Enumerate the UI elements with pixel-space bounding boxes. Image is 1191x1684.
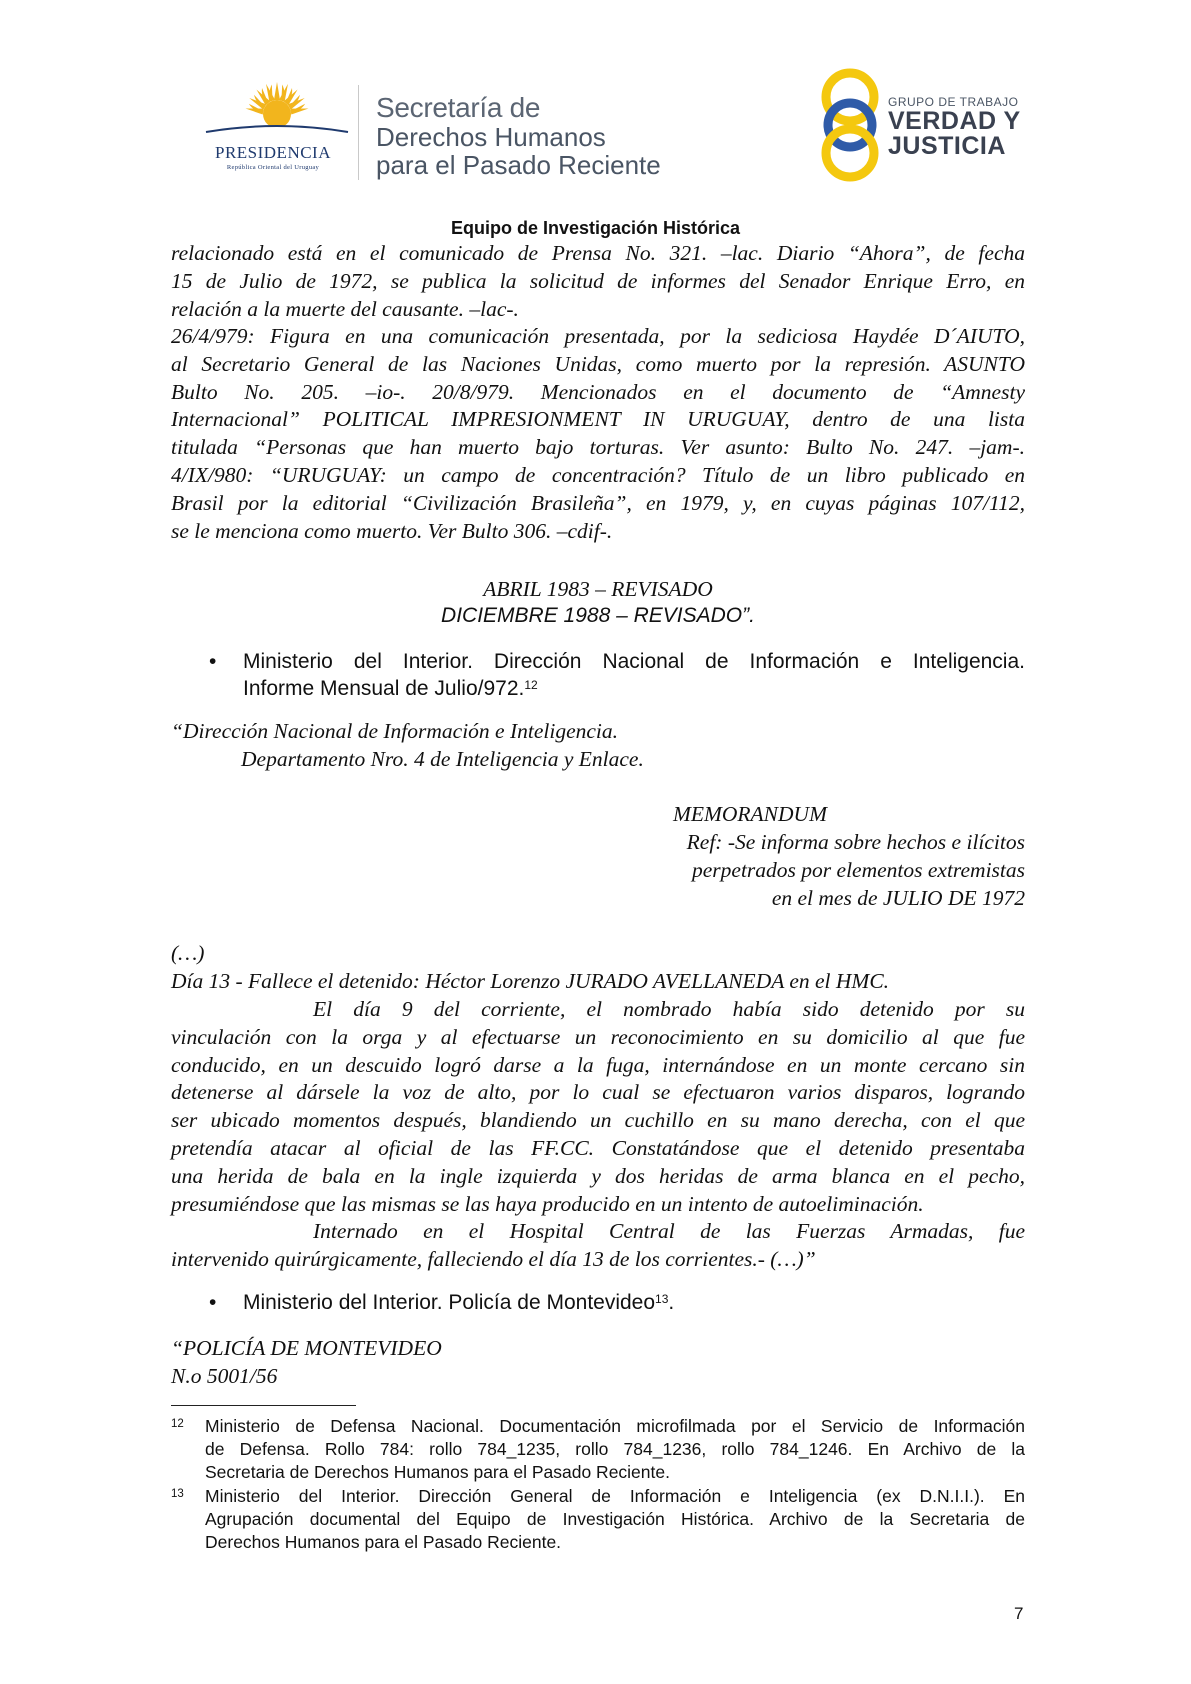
footnote-number: 12 — [171, 1418, 184, 1430]
paragraph-1 — [171, 240, 1025, 323]
text-line-content: El día 9 del corriente, el nombrado había sido detenido por su — [313, 997, 1025, 1021]
ref-line3: en el mes de JULIO DE 1972 — [771, 885, 1025, 910]
text-line: titulada “Personas que han muerto bajo torturas. Ver asunto: Bulto No. 247. –jam-. — [171, 435, 1025, 460]
text-line: conducido, en un descuido logró darse a la fuga, internándose en un monte cercano sin — [171, 1052, 1025, 1077]
secretaria-line3: para el Pasado Reciente — [376, 150, 661, 180]
footnote-text — [205, 1415, 1025, 1484]
presidencia-label: PRESIDENCIA — [214, 143, 331, 162]
presidencia-subtitle: República Oriental del Uruguay — [226, 164, 320, 171]
text-line: 4/IX/980: “URUGUAY: un campo de concentración? Título de un libro publicado en — [171, 462, 1025, 487]
footnote-text — [205, 1485, 1025, 1554]
page-number: 7 — [1014, 1604, 1024, 1623]
bullet-item-1 — [171, 648, 1025, 704]
footnote-line: Agrupación documental del Equipo de Investigación Histórica. Archivo de la Secretaria de — [205, 1509, 1025, 1529]
revisado-2: DICIEMBRE 1988 – REVISADO”. — [441, 604, 755, 627]
header-divider — [358, 85, 359, 180]
bullet-text — [243, 1289, 1025, 1316]
text-line: relacionado está en el comunicado de Prensa No. 321. –lac. Diario “Ahora”, de fecha — [171, 241, 1025, 265]
footnote-line: Ministerio de Defensa Nacional. Documentación microfilmada por el Servicio de Información — [205, 1416, 1025, 1436]
verdad-justicia-wordmark — [888, 95, 1021, 159]
text-line: 15 de Julio de 1972, se publica la solicitud de informes del Senador Enrique Erro, en — [171, 268, 1025, 293]
footnote-ref[interactable]: 12 — [524, 678, 538, 692]
memo-reference — [171, 829, 1025, 912]
text-line: Brasil por la editorial “Civilización Brasileña”, en 1979, y, en cuyas páginas 107/112, — [171, 490, 1025, 515]
gtvj-line2: VERDAD Y — [888, 107, 1021, 135]
text-line: pretendía atacar al oficial de las FF.CC. Constatándose que el detenido presentaba — [171, 1135, 1025, 1160]
memo-line1: “Dirección Nacional de Información e Inteligencia. — [171, 719, 619, 743]
text-line-content: Internado en el Hospital Central de las Fuerzas Armadas, fue — [313, 1219, 1025, 1243]
memorandum-title: MEMORANDUM — [672, 802, 827, 826]
secretaria-line2: Derechos Humanos — [376, 122, 606, 152]
text-line — [171, 996, 1025, 1024]
bullet-text — [243, 648, 1025, 702]
text-line: vinculación con la orga y al efectuarse un reconocimiento en su domicilio al que fue — [171, 1024, 1025, 1049]
footnote-separator — [171, 1405, 356, 1406]
gtvj-line1: GRUPO DE TRABAJO — [888, 95, 1019, 109]
policia-header — [171, 1335, 1025, 1391]
text-line: Bulto No. 205. –io-. 20/8/979. Mencionados en el documento de “Amnesty — [171, 379, 1025, 404]
memo-header — [171, 718, 1025, 774]
footnote-13 — [171, 1485, 1025, 1555]
gtvj-line3: JUSTICIA — [888, 132, 1006, 160]
ref-line1: Ref: -Se informa sobre hechos e ilícitos — [686, 830, 1025, 854]
ellipsis: (…) — [171, 941, 205, 965]
text-line: ser ubicado momentos después, blandiendo un cuchillo en su mano derecha, con el que — [171, 1108, 1025, 1133]
paragraph-2 — [171, 323, 1025, 545]
paragraph-3 — [171, 996, 1025, 1218]
text-line: se le menciona como muerto. Ver Bulto 306. –cdif-. — [171, 518, 613, 543]
text-line: Internacional” POLITICAL IMPRESIONMENT IN URUGUAY, dentro de una lista — [171, 407, 1025, 432]
footnote-line: Secretaria de Derechos Humanos para el Pasado Reciente. — [205, 1462, 670, 1482]
bullet-line: Ministerio del Interior. Dirección Nacional de Información e Inteligencia. — [243, 650, 1025, 673]
footnote-line: de Defensa. Rollo 784: rollo 784_1235, rollo 784_1236, rollo 784_1246. En Archivo de la — [205, 1439, 1025, 1459]
bullet-item-2 — [171, 1289, 1025, 1319]
bullet-line-end: . — [668, 1291, 675, 1314]
ref-line2: perpetrados por elementos extremistas — [692, 857, 1025, 882]
footnote-ref[interactable]: 13 — [655, 1292, 669, 1306]
text-line: presumiéndose que las mismas se las haya producido en un intento de autoeliminación. — [171, 1191, 924, 1216]
footnote-line: Ministerio del Interior. Dirección General de Información e Inteligencia (ex D.N.I.I.). En — [205, 1486, 1025, 1506]
text-line: al Secretario General de las Naciones Unidas, como muerto por la represión. ASUNTO — [171, 351, 1025, 376]
revisado-1: ABRIL 1983 – REVISADO — [483, 577, 713, 601]
verdad-justicia-rings-logo — [810, 65, 890, 185]
text-line — [171, 1218, 1025, 1246]
text-line: detenerse al dársele la voz de alto, por lo cual se efectuaron varios disparos, logrando — [171, 1080, 1025, 1105]
paragraph-4 — [171, 1218, 1025, 1274]
text-line: intervenido quirúrgicamente, falleciendo el día 13 de los corrientes.- (…)” — [171, 1246, 816, 1271]
bullet-line-text: Ministerio del Interior. Policía de Montevideo — [243, 1291, 656, 1314]
footnote-number: 13 — [171, 1488, 184, 1500]
text-line: relación a la muerte del causante. –lac-. — [171, 296, 519, 321]
secretaria-line1: Secretaría de — [376, 92, 541, 123]
footnote-12 — [171, 1415, 1025, 1485]
dia-13-line: Día 13 - Fallece el detenido: Héctor Lorenzo JURADO AVELLANEDA en el HMC. — [171, 969, 890, 993]
footnote-line: Derechos Humanos para el Pasado Reciente. — [205, 1532, 562, 1552]
policia-number: N.o 5001/56 — [171, 1363, 278, 1388]
bullet-line — [243, 675, 1025, 702]
text-line: una herida de bala en la ingle izquierda y dos heridas de arma blanca en el pecho, — [171, 1163, 1025, 1188]
bullet-line-text: Informe Mensual de Julio/972. — [243, 677, 525, 700]
bullet-icon: • — [209, 1291, 217, 1314]
policia-title: “POLICÍA DE MONTEVIDEO — [171, 1336, 442, 1360]
team-heading: Equipo de Investigación Histórica — [450, 218, 741, 238]
text-line: 26/4/979: Figura en una comunicación presentada, por la sediciosa Haydée D´AIUTO, — [171, 324, 1025, 348]
secretaria-wordmark — [376, 92, 661, 179]
memo-line2: Departamento Nro. 4 de Inteligencia y Enlace. — [241, 746, 644, 771]
bullet-icon: • — [209, 650, 217, 673]
